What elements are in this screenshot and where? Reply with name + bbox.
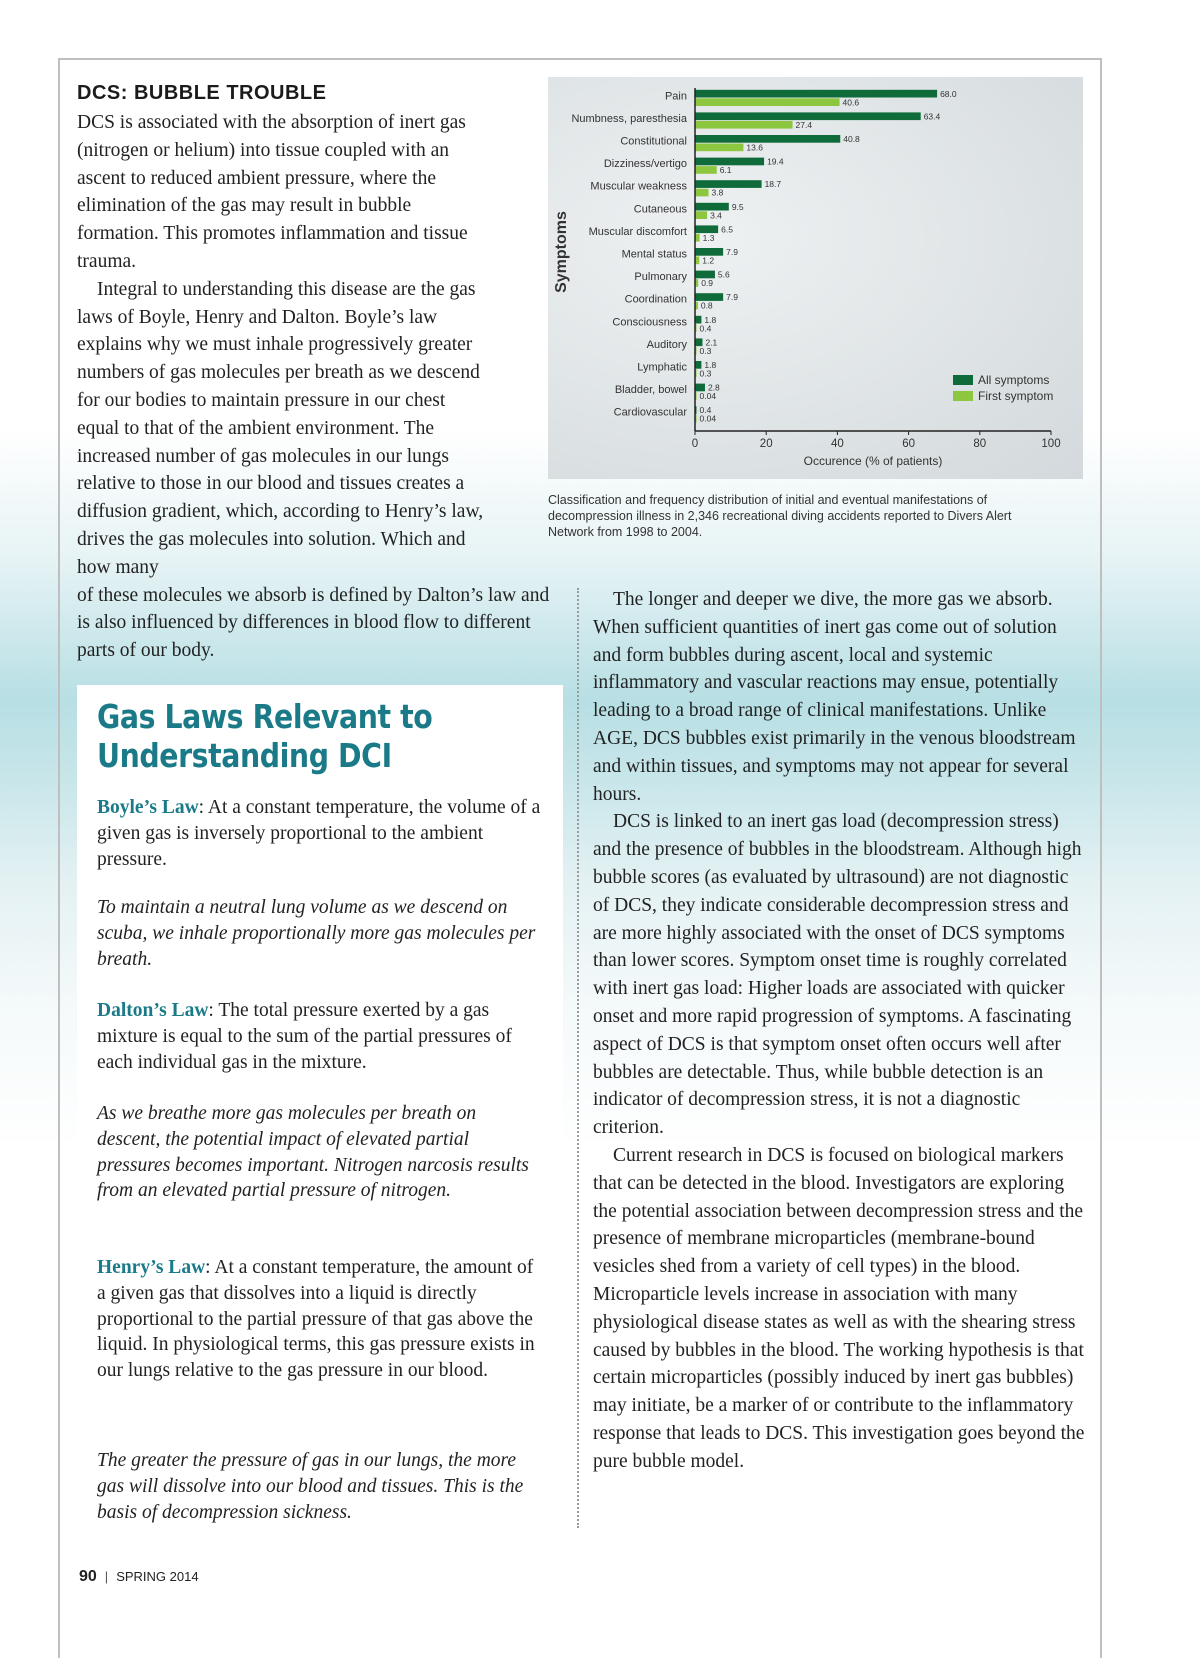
data-label: 1.2 <box>702 255 715 266</box>
data-label: 2.1 <box>705 337 718 348</box>
category-label: Constitutional <box>620 135 687 148</box>
data-label: 5.6 <box>717 269 730 280</box>
henry-law-text: : At a constant temperature, the amount of a given gas that dissolves into a liquid is directly proportional to the partial pressure of that gas above the liquid. In physiological terms, this gas pressure exists in our lungs relative to the gas pressure in our blood. <box>97 1257 535 1382</box>
x-tick-label: 80 <box>973 438 987 450</box>
data-label: 1.8 <box>704 314 717 325</box>
data-label: 40.6 <box>842 97 860 108</box>
boyle-law <box>97 795 542 872</box>
data-label: 6.1 <box>719 165 732 176</box>
x-tick-label: 100 <box>1041 438 1061 450</box>
category-label: Lymphatic <box>637 361 687 374</box>
bar-all <box>695 180 762 188</box>
intro-paragraph-2: Integral to understanding this disease are the gas laws of Boyle, Henry and Dalton. Boyle’s law explains why we must inhale progressively greater numbers of gas molecules per breath as we descend for our bodies to maintain pressure in our chest equal to that of the ambient environment. The increased number of gas molecules in our lungs relative to those in our blood and tissues creates a diffusion gradient, which, according to Henry’s law, drives the gas molecules into solution. Which and how many <box>77 278 484 578</box>
category-label: Muscular discomfort <box>588 225 687 238</box>
x-tick-label: 20 <box>759 438 773 450</box>
bar-first <box>695 144 743 152</box>
gas-laws-sidebar <box>77 685 563 1565</box>
data-label: 0.04 <box>699 413 717 424</box>
data-label: 0.04 <box>699 391 717 402</box>
bar-first <box>695 211 707 219</box>
category-label: Muscular weakness <box>590 180 687 193</box>
page-footer <box>79 1568 199 1586</box>
data-label: 18.7 <box>764 179 782 190</box>
dalton-law-text: : The total pressure exerted by a gas mixture is equal to the sum of the partial pressures of each individual gas in the mixture. <box>97 1000 512 1073</box>
legend-swatch <box>953 391 973 401</box>
data-label: 19.4 <box>767 156 784 167</box>
x-axis-label: Occurence (% of patients) <box>803 454 943 468</box>
data-label: 0.9 <box>701 278 714 289</box>
bar-first <box>695 166 717 174</box>
data-label: 63.4 <box>923 111 941 122</box>
bar-all <box>695 90 937 98</box>
category-label: Mental status <box>621 248 687 261</box>
column-divider <box>577 588 579 1528</box>
bar-first <box>695 121 793 129</box>
data-label: 0.3 <box>699 368 712 379</box>
footer-separator: | <box>104 1569 109 1584</box>
henry-note: The greater the pressure of gas in our lungs, the more gas will dissolve into our blood and tissues. This is the basis of decompression sickness. <box>97 1450 524 1523</box>
boyle-law-text: : At a constant temperature, the volume of a given gas is inversely proportional to the ambient pressure. <box>97 797 541 870</box>
henry-law <box>97 1255 542 1384</box>
data-label: 1.8 <box>704 360 717 370</box>
henry-law-name: Henry’s Law <box>97 1257 206 1278</box>
sidebar-title: Gas Laws Relevant to Understanding DCI <box>97 697 433 775</box>
legend-swatch <box>953 375 973 385</box>
chart-svg <box>548 77 1083 479</box>
symptom-chart <box>548 77 1083 479</box>
data-label: 0.8 <box>700 300 713 311</box>
intro-section <box>77 82 557 665</box>
data-label: 68.0 <box>940 88 957 99</box>
data-label: 27.4 <box>795 119 813 130</box>
chart-caption: Classification and frequency distribution of initial and eventual manifestations of decompression illness in 2,346 recreational diving accidents reported to Divers Alert Network from 1998 to 2004. <box>548 493 1012 539</box>
intro-paragraph-1: DCS is associated with the absorption of inert gas (nitrogen or helium) into tissue coupled with an ascent to reduced ambient pressure, where the elimination of the gas may result in bubble formation. This promotes inflammation and tissue trauma. <box>77 112 468 272</box>
category-label: Pain <box>664 90 687 103</box>
category-label: Numbness, paresthesia <box>571 112 687 125</box>
legend-label: First symptom <box>978 389 1054 403</box>
category-label: Coordination <box>624 293 687 306</box>
category-label: Bladder, bowel <box>614 384 687 397</box>
right-paragraph-3: Current research in DCS is focused on biological markers that can be detected in the blood. Investigators are exploring the potential association between decompression stress and the presence of membrane microparticles (membrane-bound vesicles shed from a variety of cell types) in the blood. Microparticle levels increase in association with many physiological disease states as well as with the shearing stress caused by bubbles in the blood. The working hypothesis is that certain microparticles (possibly induced by inert gas bubbles) may initiate, be a marker of or contribute to the inflammatory response that leads to DCS. This investigation goes beyond the pure bubble model. <box>593 1144 1085 1472</box>
right-paragraph-1: The longer and deeper we dive, the more gas we absorb. When sufficient quantities of inert gas come out of solution and form bubbles during ascent, local and systemic inflammatory and vascular reactions may ensue, potentially leading to a broad range of clinical manifestations. Unlike AGE, DCS bubbles exist primarily in the venous bloodstream and within tissues, and symptoms may not appear for several hours. <box>593 589 1076 805</box>
category-label: Consciousness <box>612 316 687 329</box>
x-tick-label: 40 <box>831 438 844 450</box>
data-label: 13.6 <box>746 142 763 153</box>
y-axis-label: Symptoms <box>553 211 570 293</box>
category-label: Cutaneous <box>633 203 687 216</box>
boyle-law-name: Boyle’s Law <box>97 797 199 818</box>
data-label: 6.5 <box>721 224 733 235</box>
bar-all <box>695 135 840 143</box>
data-label: 0.4 <box>699 323 712 334</box>
boyle-note: To maintain a neutral lung volume as we descend on scuba, we inhale proportionally more gas molecules per breath. <box>97 897 536 970</box>
data-label: 2.8 <box>707 382 720 393</box>
x-tick-label: 0 <box>691 438 699 450</box>
data-label: 3.8 <box>711 187 724 198</box>
data-label: 3.4 <box>710 210 722 221</box>
right-paragraph-2: DCS is linked to an inert gas load (decompression stress) and the presence of bubbles in the bloodstream. Although high bubble scores (as evaluated by ultrasound) are not diagnostic of DCS, they indicate considerable decompression stress and are more highly associated with the onset of DCS symptoms than lower scores. Symptom onset time is roughly correlated with inert gas load: Higher loads are associated with quicker onset and more rapid progression of symptoms. A fascinating aspect of DCS is that symptom onset often occurs well after bubbles are detectable. Thus, while bubble detection is an indicator of decompression stress, it is not a diagnostic criterion. <box>593 811 1082 1139</box>
dalton-law-name: Dalton’s Law <box>97 1000 209 1021</box>
right-column <box>593 586 1085 1476</box>
x-tick-label: 60 <box>902 438 915 450</box>
data-label: 0.4 <box>699 405 712 416</box>
dalton-law <box>97 998 542 1075</box>
data-label: 1.3 <box>702 232 715 243</box>
category-label: Cardiovascular <box>613 406 687 419</box>
issue-label: SPRING 2014 <box>116 1569 199 1584</box>
dalton-note: As we breathe more gas molecules per breath on descent, the potential impact of elevated partial pressures becomes important. Nitrogen narcosis results from an elevated partial pressure of nitrogen. <box>97 1103 529 1202</box>
category-label: Auditory <box>646 338 687 351</box>
data-label: 7.9 <box>726 292 738 303</box>
category-label: Dizziness/vertigo <box>603 158 687 171</box>
bar-first <box>695 98 840 106</box>
data-label: 0.3 <box>699 345 712 356</box>
section-heading: DCS: BUBBLE TROUBLE <box>77 82 327 104</box>
bar-first <box>695 189 709 197</box>
legend-label: All symptoms <box>978 373 1050 387</box>
data-label: 40.8 <box>843 134 860 144</box>
data-label: 9.5 <box>731 201 744 212</box>
page-number: 90 <box>79 1568 97 1585</box>
category-label: Pulmonary <box>634 271 687 284</box>
data-label: 7.9 <box>726 247 738 257</box>
intro-paragraph-2-continued: of these molecules we absorb is defined by Dalton’s law and is also influenced by differences in blood flow to different parts of our body. <box>77 584 550 662</box>
